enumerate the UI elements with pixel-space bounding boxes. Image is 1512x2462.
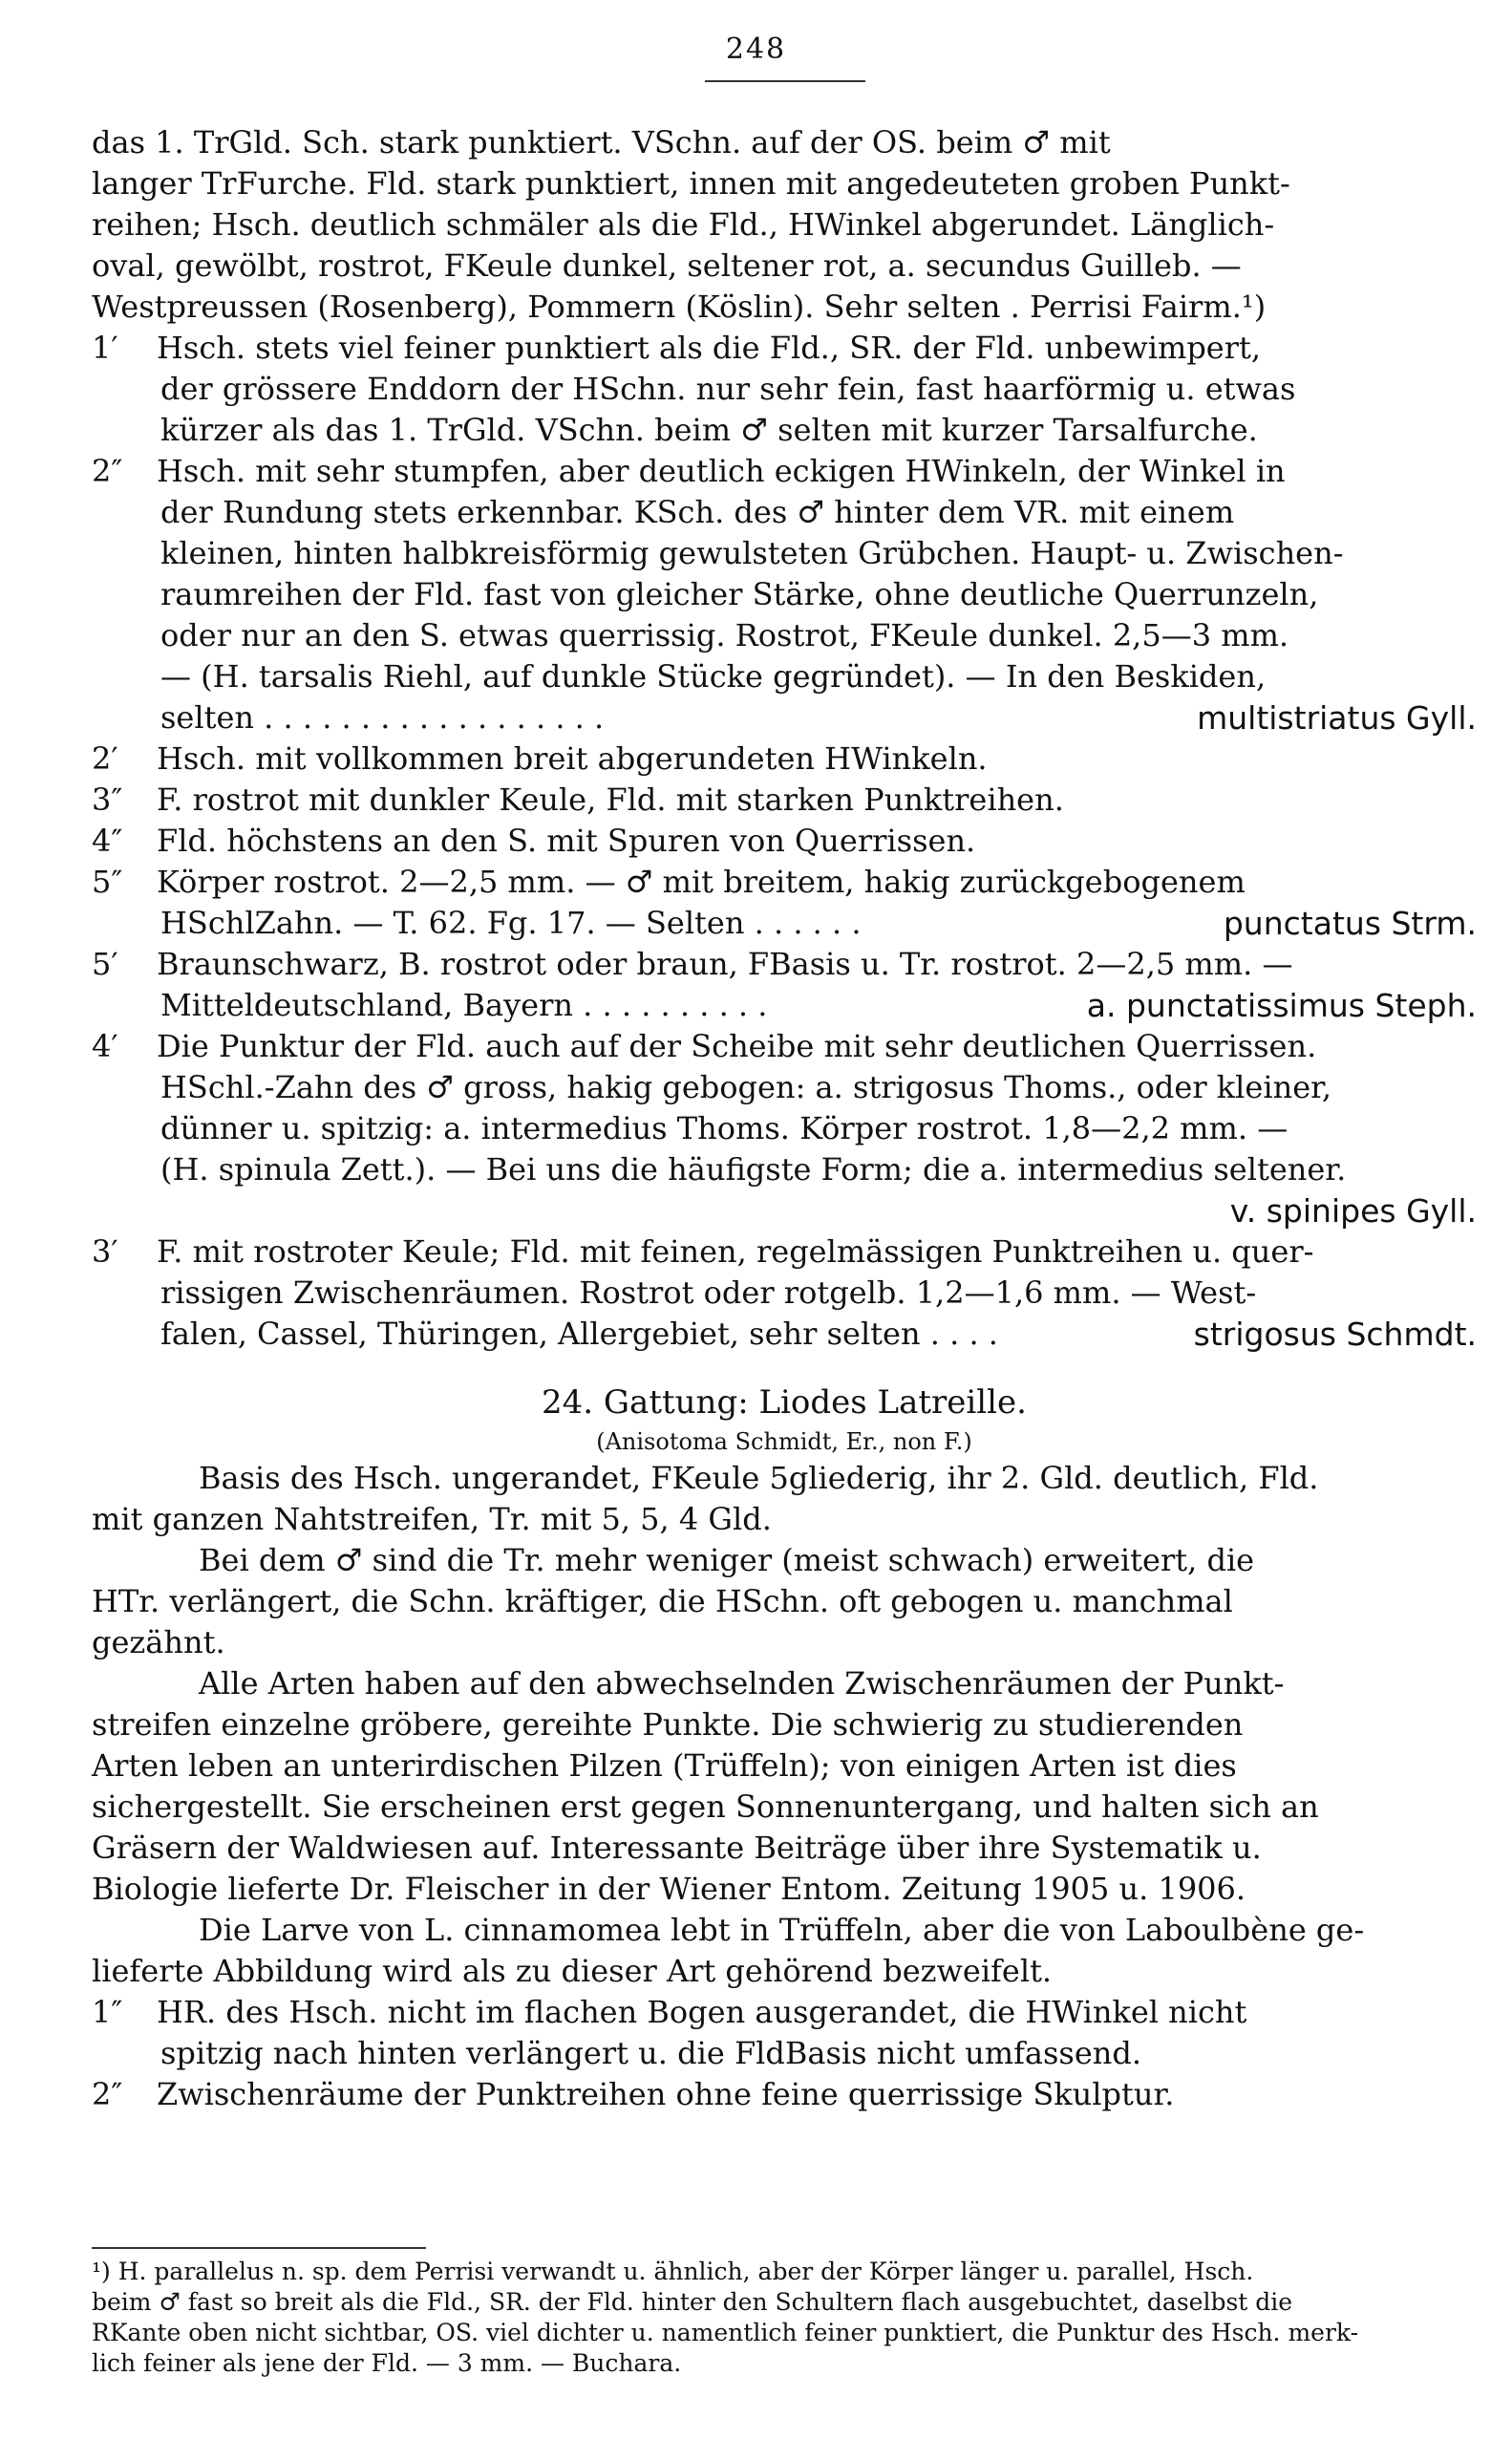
text-line [92,492,1477,533]
key-number: 4″ [92,823,123,859]
line-text [92,1026,1316,1067]
text-line [92,1787,1477,1828]
line-text: der Rundung stets erkennbar. KSch. des ♂ hinter dem VR. mit einem [160,494,1235,530]
text-line [92,2348,1477,2379]
key-number: 3′ [92,1233,118,1270]
key-number: 5′ [92,946,118,982]
text-line [92,615,1477,656]
line-text: oder nur an den S. etwas querrissig. Rostrot, FKeule dunkel. 2,5—3 mm. [160,617,1289,653]
text-line: reihen; Hsch. deutlich schmäler als die Fld., HWinkel abgerundet. Länglich- [92,206,1275,243]
text-line [92,369,1477,410]
key-number: 1′ [92,330,118,366]
text-line [92,1540,1477,1581]
line-text: der grössere Enddorn der HSchn. nur sehr fein, fast haarförmig u. etwas [160,371,1296,407]
text-line: langer TrFurche. Fld. stark punktiert, innen mit angedeuteten groben Punkt- [92,165,1290,202]
text-line [92,1745,1477,1787]
text-line [92,1910,1477,1951]
line-text: sichergestellt. Sie erscheinen erst gegen Sonnenuntergang, und halten sich an [92,1788,1319,1825]
key-text: Körper rostrot. 2—2,5 mm. — ♂ mit breitem, hakig zurückgebogenem [157,864,1246,900]
line-text: beim ♂ fast so breit als die Fld., SR. der Fld. hinter den Schultern flach ausgebuchtet, daselbst die [92,2288,1293,2316]
text-line: Westpreussen (Rosenberg), Pommern (Köslin). Sehr selten . Perrisi Fairm.¹) [92,289,1267,325]
text-line [92,656,1477,697]
text-line: das 1. TrGld. Sch. stark punktiert. VSchn. auf der OS. beim ♂ mit [92,124,1111,161]
key-text: Hsch. stets viel feiner punktiert als die Fld., SR. der Fld. unbewimpert, [157,330,1262,366]
text-line [92,985,1477,1026]
text-line [92,1314,1477,1355]
text-line [92,2318,1477,2348]
text-line [92,328,1477,369]
line-text [92,821,975,862]
genus-description [92,1458,1477,1992]
line-text: Arten leben an unterirdischen Pilzen (Trüffeln); von einigen Arten ist dies [92,1747,1237,1784]
text-line [92,1273,1477,1314]
text-line [92,2257,1477,2287]
species-name: a. punctatissimus Steph. [1086,987,1477,1024]
text-line [92,1149,1477,1190]
key-entries-second [92,1992,1477,2115]
key-entries [92,328,1477,1355]
text-line [92,574,1477,615]
line-text [92,739,988,780]
text-line [92,1704,1477,1745]
text-line [92,2074,1477,2115]
species-name: multistriatus Gyll. [1197,699,1477,737]
text-line [92,821,1477,862]
text-line: oval, gewölbt, rostrot, FKeule dunkel, seltener rot, a. secundus Guilleb. — [92,247,1242,284]
line-text: lieferte Abbildung wird als zu dieser Art gehörend bezweifelt. [92,1953,1053,1989]
main-text [92,122,1477,2115]
page-number-rule [705,80,865,82]
text-line [92,1458,1477,1499]
key-text: Fld. höchstens an den S. mit Spuren von Querrissen. [157,823,976,859]
key-text: HR. des Hsch. nicht im flachen Bogen ausgerandet, die HWinkel nicht [157,1994,1247,2030]
line-text: HSchlZahn. — T. 62. Fg. 17. — Selten . . . . . . [160,905,862,941]
key-text: Die Punktur der Fld. auch auf der Scheibe mit sehr deutlichen Querrissen. [157,1028,1317,1064]
text-line [92,944,1477,985]
line-text: Gräsern der Waldwiesen auf. Interessante Beiträge über ihre Systematik u. [92,1830,1262,1866]
line-text [92,1992,1246,2033]
key-number: 2″ [92,453,123,489]
line-text: gezähnt. [92,1624,225,1660]
text-line [92,1499,1477,1540]
key-text: Braunschwarz, B. rostrot oder braun, FBasis u. Tr. rostrot. 2—2,5 mm. — [157,946,1293,982]
text-line [92,1067,1477,1108]
text-line [92,1869,1477,1910]
intro-block [92,122,1477,328]
text-line [92,1581,1477,1622]
text-line [92,739,1477,780]
key-text: Hsch. mit vollkommen breit abgerundeten HWinkeln. [157,740,988,777]
line-text: mit ganzen Nahtstreifen, Tr. mit 5, 5, 4 Gld. [92,1501,772,1537]
line-text: rissigen Zwischenräumen. Rostrot oder rotgelb. 1,2—1,6 mm. — West- [160,1274,1257,1311]
line-text: (H. spinula Zett.). — Bei uns die häufigste Form; die a. intermedius seltener. [160,1151,1347,1188]
text-line [92,862,1477,903]
text-line [92,451,1477,492]
species-name: punctatus Strm. [1223,905,1477,942]
text-line [92,2033,1477,2074]
key-number: 2′ [92,740,118,777]
line-text: raumreihen der Fld. fast von gleicher Stärke, ohne deutliche Querrunzeln, [160,576,1319,612]
line-text: HSchl.-Zahn des ♂ gross, hakig gebogen: a. strigosus Thoms., oder kleiner, [160,1069,1332,1105]
line-text [92,2074,1174,2115]
line-text: HTr. verlängert, die Schn. kräftiger, die HSchn. oft gebogen u. manchmal [92,1583,1233,1619]
line-text: spitzig nach hinten verlängert u. die FldBasis nicht umfassend. [160,2035,1142,2071]
key-number: 5″ [92,864,123,900]
key-text: Hsch. mit sehr stumpfen, aber deutlich eckigen HWinkeln, der Winkel in [157,453,1286,489]
text-line [92,533,1477,574]
footnote [92,2257,1477,2379]
line-text: kürzer als das 1. TrGld. VSchn. beim ♂ selten mit kurzer Tarsalfurche. [160,412,1258,448]
line-text: Basis des Hsch. ungerandet, FKeule 5gliederig, ihr 2. Gld. deutlich, Fld. [199,1460,1319,1496]
line-text [92,328,1261,369]
line-text: — (H. tarsalis Riehl, auf dunkle Stücke gegründet). — In den Beskiden, [160,658,1267,695]
key-text: F. rostrot mit dunkler Keule, Fld. mit starken Punktreihen. [157,781,1064,818]
line-text: Mitteldeutschland, Bayern . . . . . . . . . . [160,987,768,1023]
line-text: RKante oben nicht sichtbar, OS. viel dichter u. namentlich feiner punktiert, die Punktur des Hsch. merk- [92,2319,1359,2346]
line-text: dünner u. spitzig: a. intermedius Thoms. Körper rostrot. 1,8—2,2 mm. — [160,1110,1288,1146]
key-number: 4′ [92,1028,118,1064]
text-line [92,1622,1477,1663]
line-text [92,780,1064,821]
text-line [92,1951,1477,1992]
line-text: lich feiner als jene der Fld. — 3 mm. — Buchara. [92,2349,682,2377]
line-text: streifen einzelne gröbere, gereihte Punkte. Die schwierig zu studierenden [92,1706,1244,1743]
line-text: kleinen, hinten halbkreisförmig gewulsteten Grübchen. Haupt- u. Zwischen- [160,535,1344,571]
key-text: Zwischenräume der Punktreihen ohne feine querrissige Skulptur. [157,2076,1175,2112]
page-number: 248 [725,32,787,66]
text-line [92,410,1477,451]
line-text [92,862,1246,903]
line-text: Bei dem ♂ sind die Tr. mehr weniger (meist schwach) erweitert, die [199,1542,1255,1578]
line-text: ¹) H. parallelus n. sp. dem Perrisi verwandt u. ähnlich, aber der Körper länger u. parallel, Hsch. [92,2258,1254,2285]
text-line [92,1231,1477,1273]
text-line [92,1108,1477,1149]
text-line [92,780,1477,821]
key-number: 2″ [92,2076,123,2112]
text-line [92,2287,1477,2318]
species-name: strigosus Schmdt. [1193,1316,1477,1353]
line-text [92,944,1292,985]
text-line [92,1992,1477,2033]
key-text: F. mit rostroter Keule; Fld. mit feinen, regelmässigen Punktreihen u. quer- [157,1233,1314,1270]
line-text: falen, Cassel, Thüringen, Allergebiet, sehr selten . . . . [160,1316,998,1352]
genus-title: 24. Gattung: Liodes Latreille. [542,1383,1027,1422]
line-text [92,1231,1313,1273]
text-line [92,1663,1477,1704]
line-text: Biologie lieferte Dr. Fleischer in der Wiener Entom. Zeitung 1905 u. 1906. [92,1871,1246,1907]
species-name: v. spinipes Gyll. [1229,1192,1477,1230]
footnote-rule [92,2247,426,2249]
line-text [92,451,1286,492]
key-number: 1″ [92,1994,123,2030]
line-text: Die Larve von L. cinnamomea lebt in Trüffeln, aber die von Laboulbène ge- [199,1912,1365,1948]
line-text: Alle Arten haben auf den abwechselnden Zwischenräumen der Punkt- [199,1665,1285,1702]
genus-subtitle: (Anisotoma Schmidt, Er., non F.) [596,1428,972,1455]
line-text: selten . . . . . . . . . . . . . . . . . . [160,699,605,736]
text-line [92,1026,1477,1067]
text-line [92,1190,1477,1231]
key-number: 3″ [92,781,123,818]
text-line [92,697,1477,739]
text-line [92,1828,1477,1869]
text-line [92,903,1477,944]
